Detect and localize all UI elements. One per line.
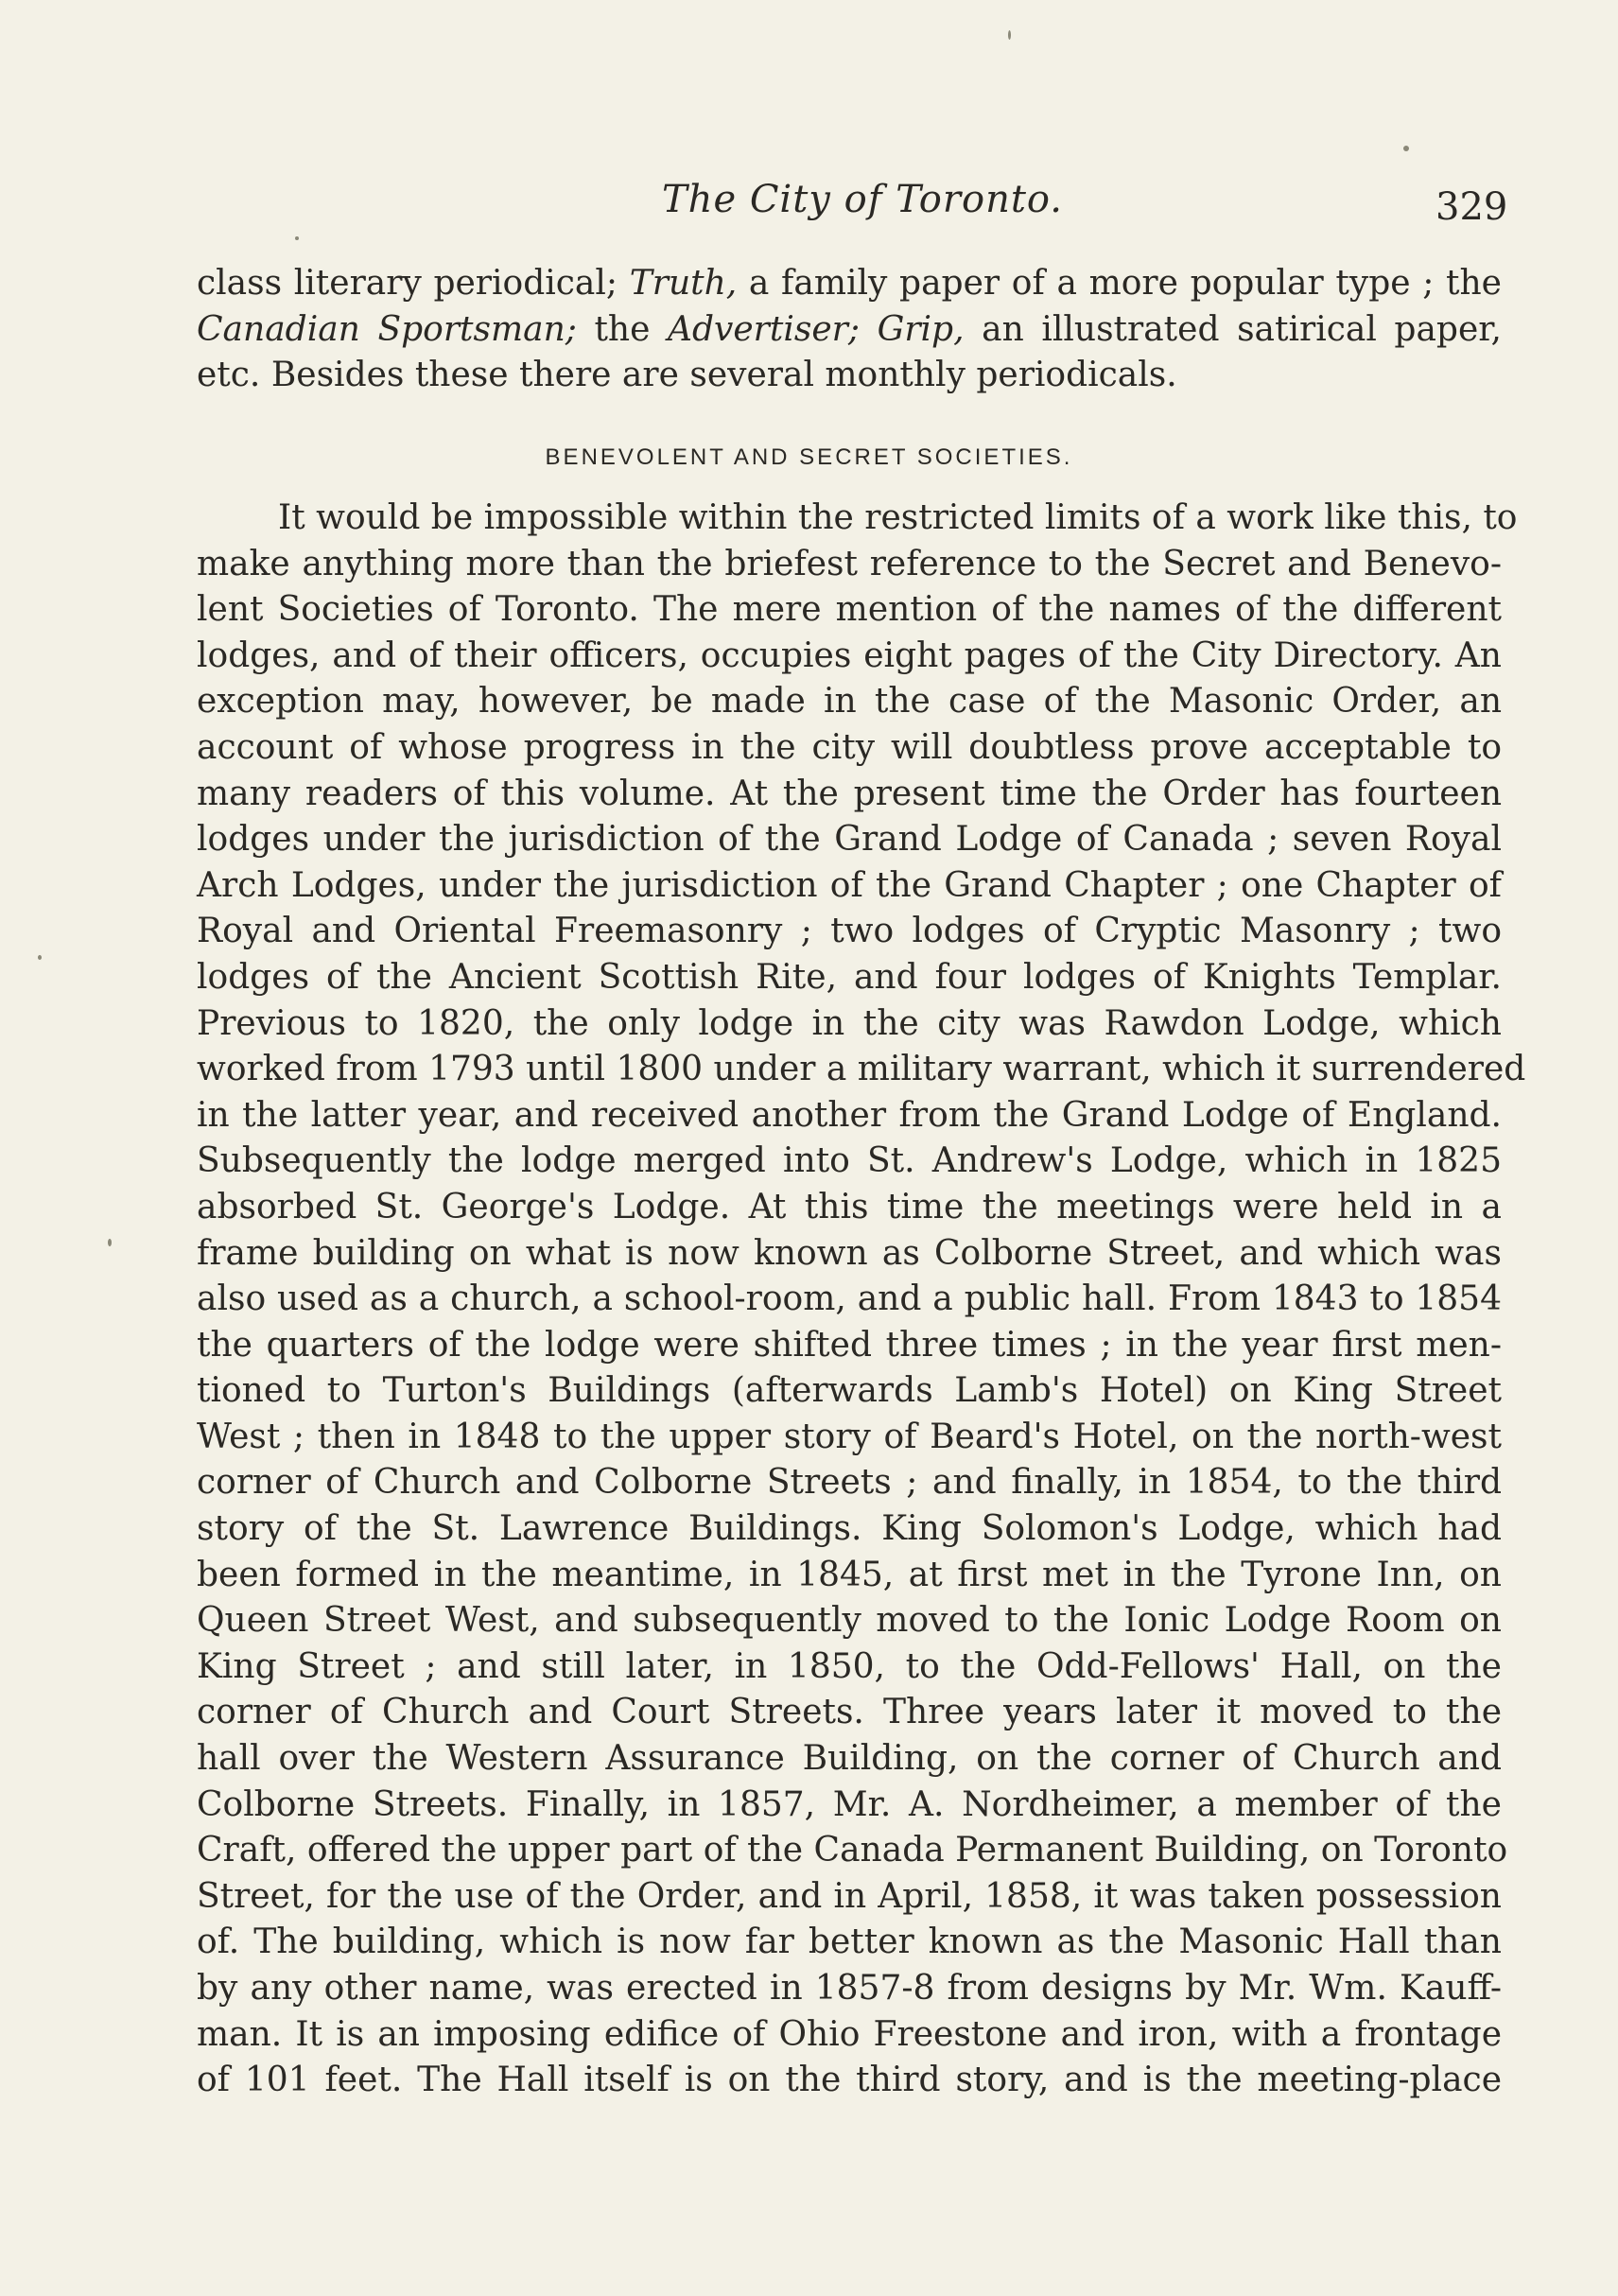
text-line: etc. Besides these there are several monthly periodicals. — [197, 356, 1177, 395]
text-line: account of whose progress in the city will doubtless prove acceptable to — [197, 727, 1502, 767]
text-line: Arch Lodges, under the jurisdiction of the Grand Chapter ; one Chapter of — [197, 865, 1502, 905]
text-line: King Street ; and still later, in 1850, to the Odd-Fellows' Hall, on the — [197, 1646, 1502, 1686]
text-line: West ; then in 1848 to the upper story of Beard's Hotel, on the north-west — [197, 1417, 1502, 1456]
text-line: story of the St. Lawrence Buildings. King Solomon's Lodge, which had — [197, 1509, 1502, 1549]
page-number: 329 — [1435, 185, 1508, 229]
scan-speck — [108, 1239, 112, 1246]
text-line: Craft, offered the upper part of the Canada Permanent Building, on Toronto — [197, 1831, 1508, 1870]
text-line: corner of Church and Court Streets. Three years later it moved to the — [197, 1693, 1502, 1732]
text-line: of 101 feet. The Hall itself is on the third story, and is the meeting-place — [197, 2061, 1502, 2100]
text-line: Street, for the use of the Order, and in April, 1858, it was taken possession — [197, 1876, 1502, 1916]
text-line: exception may, however, be made in the case of the Masonic Order, an — [197, 682, 1502, 722]
scan-speck — [38, 955, 42, 960]
text-line: Previous to 1820, the only lodge in the city was Rawdon Lodge, which — [197, 1003, 1502, 1043]
text-line: absorbed St. George's Lodge. At this time the meetings were held in a — [197, 1187, 1502, 1226]
text-line: by any other name, was erected in 1857-8 from designs by Mr. Wm. Kauff- — [197, 1969, 1502, 2008]
text-line: in the latter year, and received another from the Grand Lodge of England. — [197, 1095, 1502, 1135]
text-line: make anything more than the briefest reference to the Secret and Benevo- — [197, 544, 1502, 583]
text-line: of. The building, which is now far better known as the Masonic Hall than — [197, 1922, 1502, 1962]
scan-speck — [295, 236, 299, 240]
text-line: lodges under the jurisdiction of the Grand Lodge of Canada ; seven Royal — [197, 820, 1502, 860]
text-line: lodges of the Ancient Scottish Rite, and four lodges of Knights Templar. — [197, 957, 1502, 997]
main-paragraph — [197, 496, 1526, 2104]
text-line: Canadian Sportsman; the Advertiser; Grip, an illustrated satirical paper, — [197, 309, 1502, 349]
text-line: man. It is an imposing edifice of Ohio Freestone and iron, with a frontage — [197, 2014, 1502, 2054]
text-line: the quarters of the lodge were shifted three times ; in the year first men- — [197, 1325, 1502, 1365]
text-line: Subsequently the lodge merged into St. Andrew's Lodge, which in 1825 — [197, 1141, 1502, 1181]
running-title: The City of Toronto. — [662, 178, 1064, 221]
text-line: Queen Street West, and subsequently moved to the Ionic Lodge Room on — [197, 1601, 1502, 1641]
section-heading: BENEVOLENT AND SECRET SOCIETIES. — [545, 444, 1073, 470]
text-line: lodges, and of their officers, occupies eight pages of the City Directory. An — [197, 635, 1502, 675]
text-line: It would be impossible within the restricted limits of a work like this, to — [278, 498, 1518, 537]
text-line: corner of Church and Colborne Streets ; and finally, in 1854, to the third — [197, 1463, 1502, 1503]
text-line: Colborne Streets. Finally, in 1857, Mr. A. Nordheimer, a member of the — [197, 1784, 1502, 1824]
text-line: also used as a church, a school-room, and a public hall. From 1843 to 1854 — [197, 1279, 1502, 1319]
text-line: many readers of this volume. At the present time the Order has fourteen — [197, 774, 1502, 813]
text-line: worked from 1793 until 1800 under a military warrant, which it surrendered — [197, 1050, 1526, 1089]
opening-paragraph — [197, 261, 1502, 399]
text-line: lent Societies of Toronto. The mere mention of the names of the different — [197, 590, 1502, 630]
scan-speck — [1403, 146, 1409, 151]
text-line: Royal and Oriental Freemasonry ; two lodges of Cryptic Masonry ; two — [197, 912, 1502, 951]
scan-speck — [1008, 30, 1011, 40]
text-line: hall over the Western Assurance Building, on the corner of Church and — [197, 1739, 1502, 1779]
text-line: been formed in the meantime, in 1845, at first met in the Tyrone Inn, on — [197, 1555, 1502, 1594]
text-line: frame building on what is now known as Colborne Street, and which was — [197, 1233, 1502, 1273]
text-line: class literary periodical; Truth, a family paper of a more popular type ; the — [197, 264, 1502, 303]
text-line: tioned to Turton's Buildings (afterwards Lamb's Hotel) on King Street — [197, 1371, 1502, 1411]
